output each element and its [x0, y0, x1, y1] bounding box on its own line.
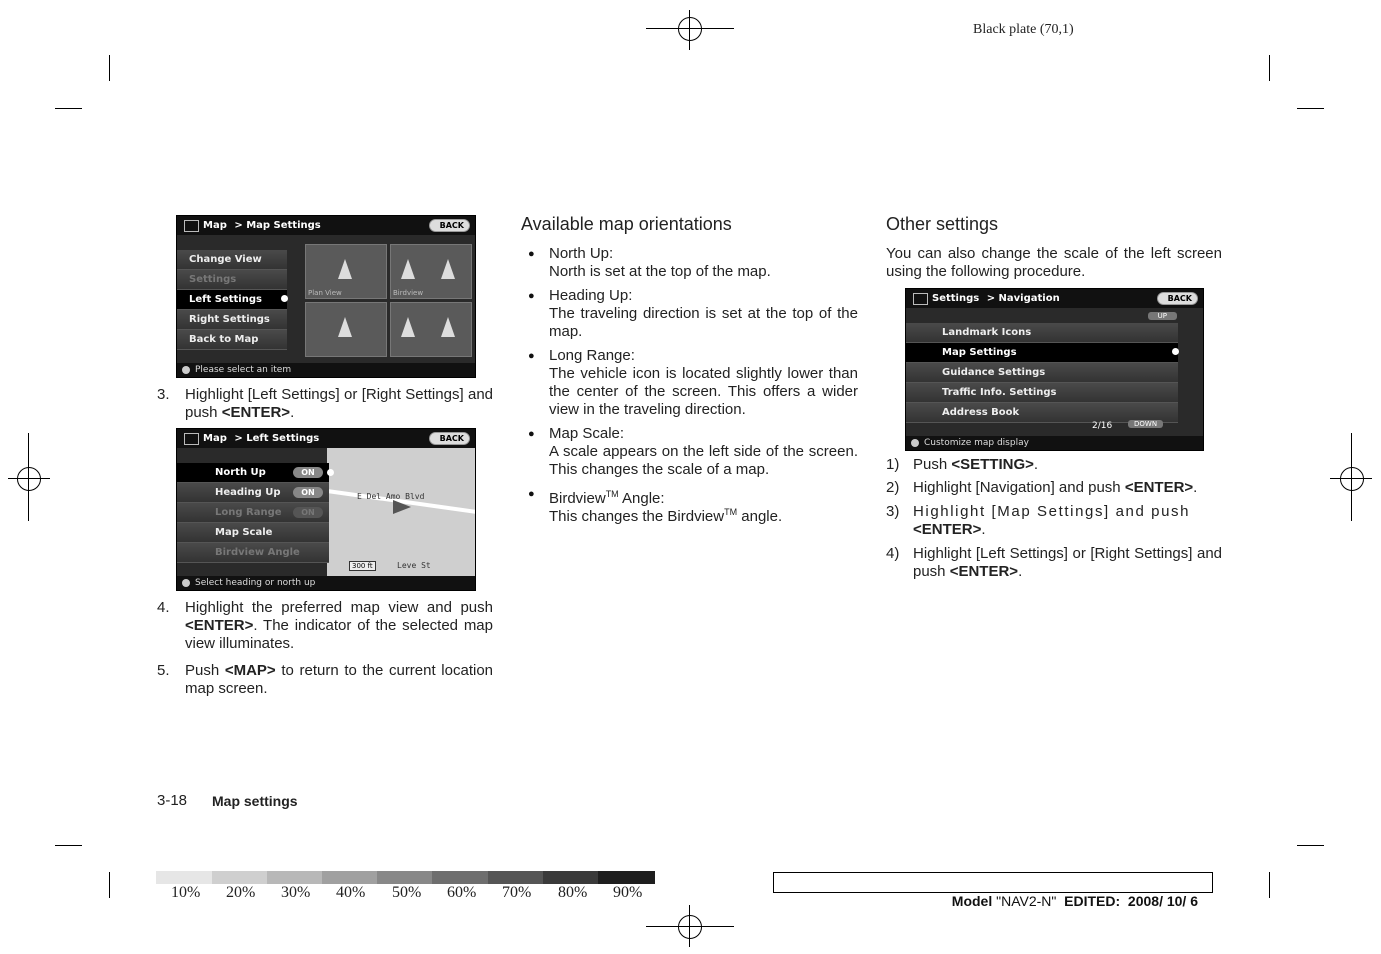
step-text-pre: Highlight [Navigation] and push	[913, 479, 1125, 496]
intro-text: You can also change the scale of the left screen using the following procedure.	[886, 245, 1222, 280]
percent-label: 40%	[336, 884, 366, 901]
toggle-on[interactable]: ON	[293, 487, 323, 498]
bullet-icon: ●	[528, 488, 535, 500]
map-scale: 300 ft	[349, 561, 376, 571]
orientation-desc: A scale appears on the left side of the screen. This changes the scale of a map.	[549, 443, 858, 478]
registration-circle	[678, 17, 702, 41]
step-text-pre: Push	[913, 456, 952, 473]
scroll-down-button[interactable]: DOWN	[1128, 420, 1163, 428]
crop-mark	[109, 872, 110, 898]
gray-swatch	[488, 871, 543, 884]
trademark: TM	[724, 507, 738, 517]
edited-date: EDITED: 2008/ 10/ 6	[1056, 893, 1198, 909]
gray-swatch	[212, 871, 267, 884]
percent-label: 90%	[613, 884, 643, 901]
tile-label: Plan View	[308, 289, 342, 297]
menu-item[interactable]: Guidance Settings	[906, 363, 1178, 383]
gray-swatch	[322, 871, 377, 884]
info-icon	[182, 579, 190, 587]
orientation-term: North Up:	[549, 245, 614, 262]
key-label: <ENTER>	[1124, 479, 1194, 496]
screen-title: Settings	[932, 293, 980, 304]
map-icon	[184, 433, 199, 445]
desc-part: This changes the Birdview	[549, 508, 725, 525]
step-text-post: .	[981, 521, 986, 538]
scroll-up-button[interactable]: UP	[1148, 312, 1177, 320]
step-text	[913, 545, 1222, 581]
toggle-on[interactable]: ON	[293, 467, 323, 478]
orientation-desc: North is set at the top of the map.	[549, 263, 771, 280]
step-text-post: to return to the current location map screen.	[185, 662, 494, 697]
step-text	[185, 386, 493, 422]
trademark: TM	[605, 489, 619, 499]
step-text-post: .	[1018, 563, 1023, 580]
selection-indicator	[1172, 348, 1179, 355]
model-label: Model	[951, 893, 997, 909]
crop-mark	[1297, 108, 1324, 109]
back-button[interactable]: BACK	[1157, 292, 1198, 305]
model-name: "NAV2-N"	[996, 893, 1057, 909]
step-text	[913, 479, 1222, 497]
screen-subtitle: > Map Settings	[234, 220, 321, 231]
screen-title: Map	[203, 220, 227, 231]
vehicle-arrow-icon	[441, 259, 455, 279]
percent-label: 50%	[392, 884, 422, 901]
vehicle-arrow-icon	[441, 317, 455, 337]
orientation-desc	[549, 503, 858, 526]
step-text-post: . The indicator of the selected map view illuminates.	[185, 617, 493, 652]
step-text-pre: Push	[185, 662, 225, 679]
map-settings-screenshot	[176, 215, 476, 378]
menu-item[interactable]: Left Settings	[177, 290, 287, 310]
key-label: <SETTING>	[951, 456, 1034, 473]
menu-item[interactable]: Back to Map	[177, 330, 287, 350]
info-icon	[911, 439, 919, 447]
registration-circle	[678, 915, 702, 939]
key-label: <ENTER>	[185, 617, 254, 634]
settings-menu	[177, 463, 329, 563]
menu-item-label: Long Range	[215, 507, 282, 518]
orientation-term: Long Range:	[549, 347, 635, 364]
vehicle-arrow-icon	[338, 259, 352, 279]
menu-item[interactable]: Address Book	[906, 403, 1178, 423]
menu-item-heading-up[interactable]	[177, 483, 329, 503]
percent-label: 80%	[558, 884, 588, 901]
step-number: 2)	[886, 479, 900, 496]
key-label: <MAP>	[224, 662, 276, 679]
left-settings-screenshot	[176, 428, 476, 591]
map-icon	[184, 220, 199, 232]
crop-mark	[55, 108, 82, 109]
registration-circle	[1340, 467, 1364, 491]
section-heading: Available map orientations	[521, 214, 732, 234]
page-count: 2/16	[1092, 421, 1113, 431]
step-number: 4)	[886, 545, 900, 562]
step-text-pre: Highlight [Map Settings] and push	[913, 503, 1191, 520]
map-area	[327, 448, 475, 576]
vehicle-arrow-icon	[338, 317, 352, 337]
section-name: Map settings	[212, 793, 298, 809]
step-text-post: .	[290, 404, 295, 421]
vehicle-icon	[393, 500, 411, 514]
percent-label: 70%	[502, 884, 532, 901]
menu-item-birdview-angle[interactable]: Birdview Angle	[177, 543, 329, 563]
screen-footer	[177, 363, 475, 377]
toggle-on[interactable]: ON	[293, 507, 323, 518]
menu-item[interactable]: Map Settings	[906, 343, 1178, 363]
step-text	[913, 503, 1222, 539]
step-text-pre: Highlight [Left Settings] or [Right Settings] and push	[913, 545, 1222, 580]
step-number: 3.	[157, 386, 170, 403]
street-name: E Del Amo Blvd	[357, 492, 425, 501]
view-tile[interactable]	[390, 302, 472, 357]
screen-footer	[177, 576, 475, 590]
crop-mark	[109, 55, 110, 81]
selection-indicator	[281, 295, 288, 302]
percent-label: 60%	[447, 884, 477, 901]
view-tile[interactable]	[305, 302, 387, 357]
crop-mark	[1269, 55, 1270, 81]
model-box	[773, 872, 1213, 909]
page-number: 3-18	[157, 792, 188, 809]
menu-item[interactable]: Landmark Icons	[906, 323, 1178, 343]
orientation-term: Map Scale:	[549, 425, 625, 442]
crop-mark	[1297, 845, 1324, 846]
registration-circle	[17, 467, 41, 491]
selection-indicator	[327, 469, 334, 476]
menu-item[interactable]: Change View	[177, 250, 287, 270]
street-name: Leve St	[397, 561, 431, 570]
step-number: 3)	[886, 503, 900, 520]
bullet-icon: ●	[528, 428, 535, 440]
settings-icon	[913, 293, 928, 305]
percent-label: 20%	[226, 884, 256, 901]
step-number: 5.	[157, 662, 170, 679]
gray-swatch	[267, 871, 322, 884]
view-tile[interactable]	[305, 244, 387, 299]
key-label: <ENTER>	[949, 563, 1019, 580]
footer-hint: Please select an item	[195, 365, 292, 375]
screen-subtitle: > Left Settings	[234, 433, 320, 444]
step-text	[185, 662, 493, 698]
orientation-term: Heading Up:	[549, 287, 633, 304]
menu-item[interactable]: Traffic Info. Settings	[906, 383, 1178, 403]
percent-label: 30%	[281, 884, 311, 901]
screen-subtitle: > Navigation	[986, 293, 1060, 304]
info-icon	[182, 366, 190, 374]
gray-swatch	[543, 871, 598, 884]
menu-item-long-range[interactable]	[177, 503, 329, 523]
vehicle-arrow-icon	[401, 259, 415, 279]
crop-mark	[55, 845, 82, 846]
step-text-pre: Highlight [Left Settings] or [Right Settings] and push	[185, 386, 493, 421]
gray-swatch	[156, 871, 212, 884]
footer-hint: Customize map display	[924, 438, 1029, 448]
step-number: 4.	[157, 599, 170, 616]
menu-item-north-up[interactable]	[177, 463, 329, 483]
section-heading: Other settings	[886, 214, 999, 234]
step-text	[913, 456, 1222, 474]
key-label: <ENTER>	[221, 404, 291, 421]
term-part: Birdview	[549, 490, 606, 507]
navigation-settings-screenshot	[905, 288, 1204, 451]
step-text-post: .	[1033, 456, 1039, 473]
orientation-desc: The vehicle icon is located slightly lower than the center of the screen. This offers a wider view in the traveling direction.	[549, 365, 858, 418]
step-text	[185, 599, 493, 653]
step-text-post: .	[1193, 479, 1198, 496]
menu-item[interactable]: Settings	[177, 270, 287, 290]
percent-label: 10%	[171, 884, 201, 901]
term-part: Angle:	[618, 490, 665, 507]
tile-label: Birdview	[393, 289, 424, 297]
orientation-desc: The traveling direction is set at the top of the map.	[549, 305, 858, 340]
menu-item-label: Heading Up	[215, 487, 281, 498]
bullet-icon: ●	[528, 248, 535, 260]
gray-swatch	[377, 871, 432, 884]
menu-item[interactable]: Right Settings	[177, 310, 287, 330]
vehicle-arrow-icon	[401, 317, 415, 337]
menu-item-label: North Up	[215, 467, 266, 478]
view-tile[interactable]	[390, 244, 472, 299]
settings-menu	[906, 323, 1178, 423]
crop-mark	[1269, 872, 1270, 898]
menu-item-map-scale[interactable]: Map Scale	[177, 523, 329, 543]
step-number: 1)	[886, 456, 900, 473]
screen-title: Map	[203, 433, 227, 444]
bullet-icon: ●	[528, 290, 535, 302]
gray-swatch	[598, 871, 655, 884]
bullet-icon: ●	[528, 350, 535, 362]
screen-footer	[906, 436, 1203, 450]
gray-swatch	[432, 871, 488, 884]
back-button[interactable]: BACK	[429, 432, 470, 445]
key-label: <ENTER>	[913, 521, 982, 538]
back-button[interactable]: BACK	[429, 219, 470, 232]
plate-label: Black plate (70,1)	[973, 22, 1074, 37]
step-text-pre: Highlight the preferred map view and push	[185, 599, 493, 616]
settings-menu	[177, 250, 287, 350]
footer-hint: Select heading or north up	[195, 578, 316, 588]
desc-part: angle.	[737, 508, 783, 525]
